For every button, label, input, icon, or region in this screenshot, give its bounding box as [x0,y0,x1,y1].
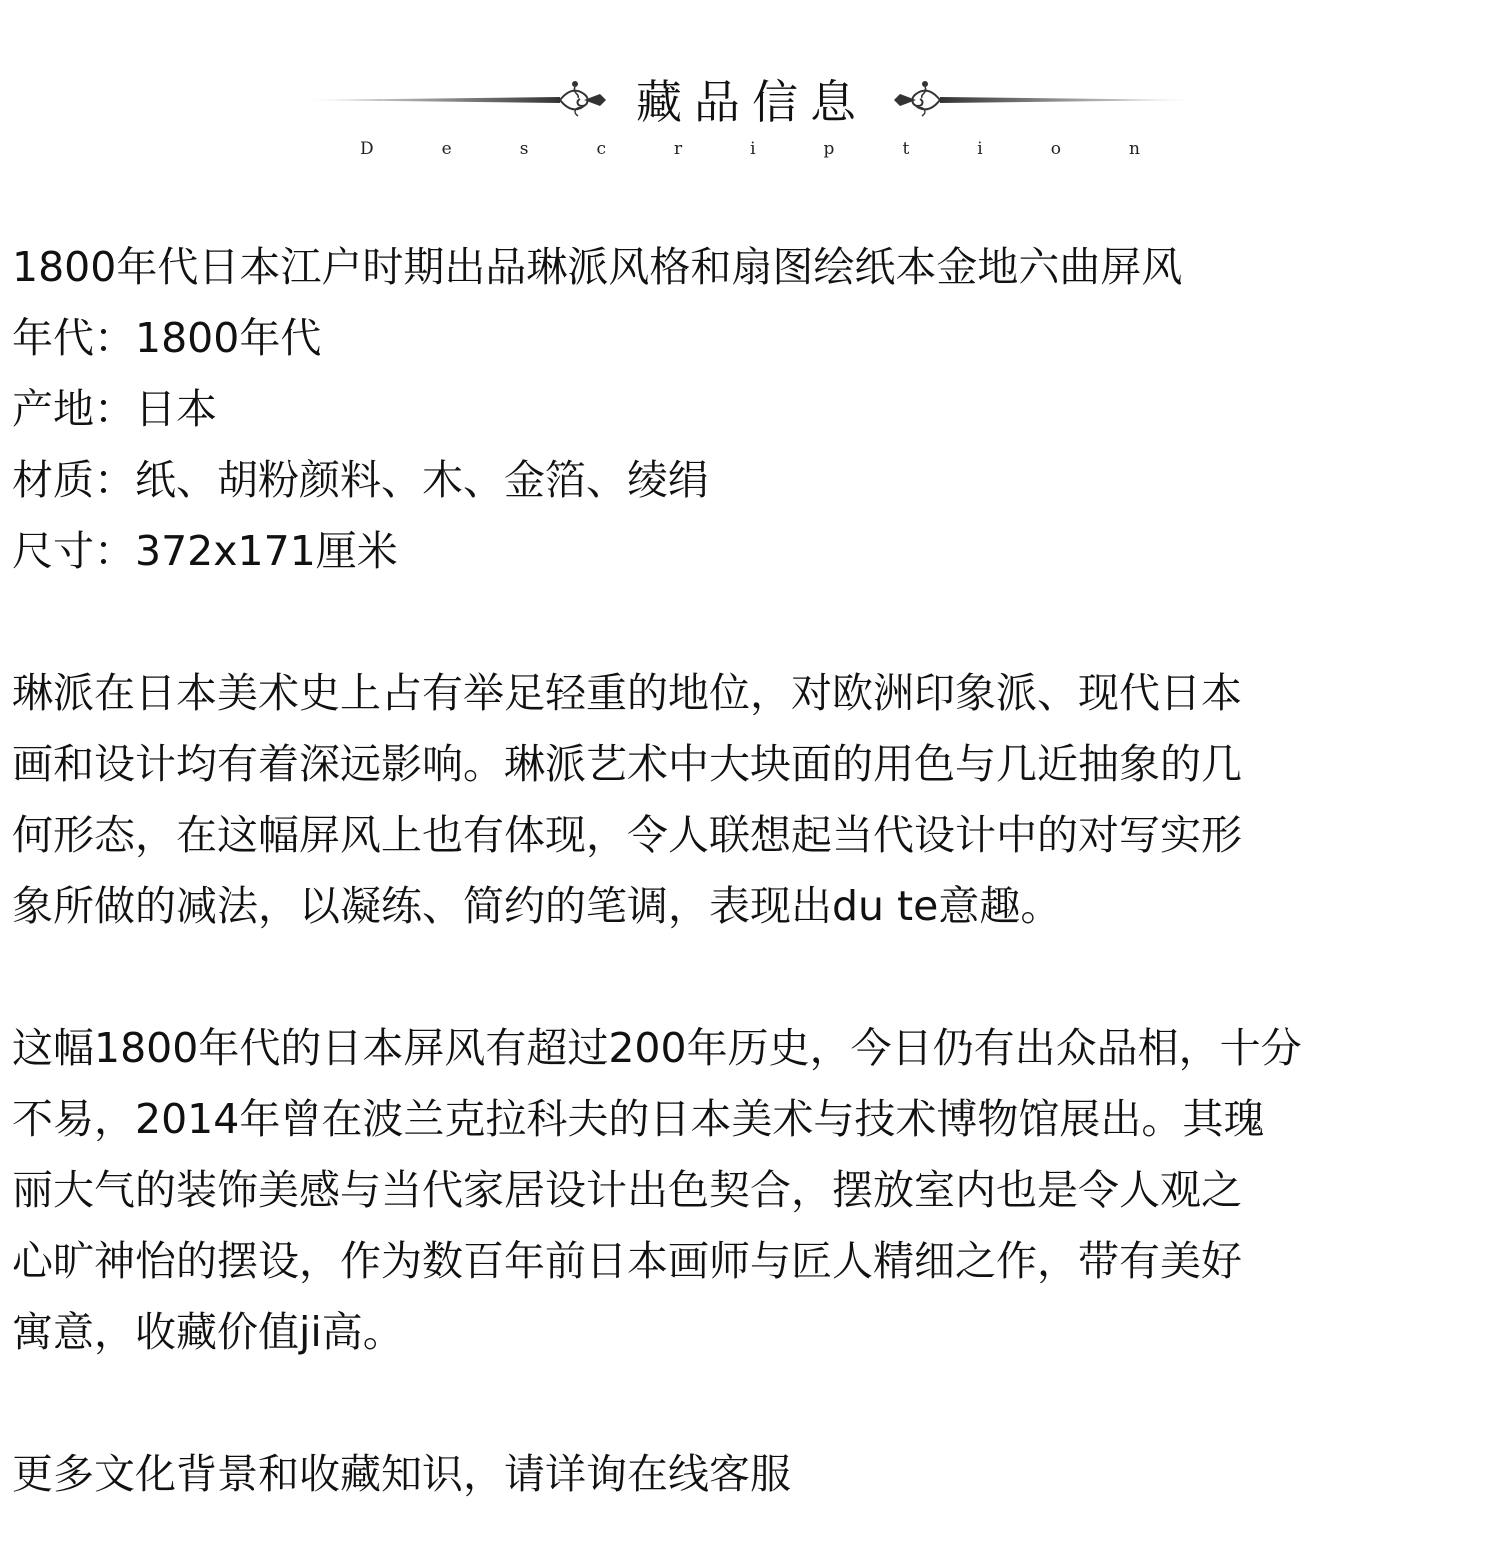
footer-note: 更多文化背景和收藏知识，请详询在线客服 [12,1450,791,1498]
spacer [12,587,1488,658]
spacer [12,942,1488,1013]
subtitle-letter: r [673,139,683,159]
item-material: 材质：纸、胡粉颜料、木、金箔、绫绢 [12,456,709,504]
paragraph1-line: 象所做的减法，以凝练、简约的笔调，表现出du te意趣。 [12,882,1062,930]
right-flourish [894,81,1200,116]
subtitle-letter: e [441,139,452,159]
section-header [0,0,1500,190]
paragraph1-line: 何形态，在这幅屏风上也有体现，令人联想起当代设计中的对写实形 [12,811,1242,859]
subtitle-letter: s [519,139,529,159]
paragraph1-line: 琳派在日本美术史上占有举足轻重的地位，对欧洲印象派、现代日本 [12,669,1242,717]
subtitle-letter: D [360,139,374,159]
description-content [12,232,1488,1510]
item-size: 尺寸：372x171厘米 [12,527,398,575]
subtitle-letter: c [596,139,606,159]
section-title: 藏品信息 [636,75,868,129]
paragraph2-line: 心旷神怡的摆设，作为数百年前日本画师与匠人精细之作，带有美好 [12,1237,1242,1285]
item-era: 年代：1800年代 [12,314,322,362]
section-subtitle [360,138,1140,160]
subtitle-letter: p [823,139,835,159]
item-title: 1800年代日本江户时期出品琳派风格和扇图绘纸本金地六曲屏风 [12,243,1183,291]
paragraph2-line: 丽大气的装饰美感与当代家居设计出色契合，摆放室内也是令人观之 [12,1166,1242,1214]
subtitle-letter: i [977,139,983,159]
subtitle-letter: i [750,139,756,159]
subtitle-letter: t [902,139,910,159]
left-flourish [300,81,606,116]
item-origin: 产地：日本 [12,385,217,433]
subtitle-letter: o [1050,139,1061,159]
paragraph2-line: 寓意，收藏价值ji高。 [12,1308,404,1356]
paragraph2-line: 不易，2014年曾在波兰克拉科夫的日本美术与技术博物馆展出。其瑰 [12,1095,1265,1143]
spacer [12,1368,1488,1439]
paragraph2-line: 这幅1800年代的日本屏风有超过200年历史，今日仍有出众品相，十分 [12,1024,1302,1072]
paragraph1-line: 画和设计均有着深远影响。琳派艺术中大块面的用色与几近抽象的几 [12,740,1242,788]
subtitle-letter: n [1128,139,1140,159]
